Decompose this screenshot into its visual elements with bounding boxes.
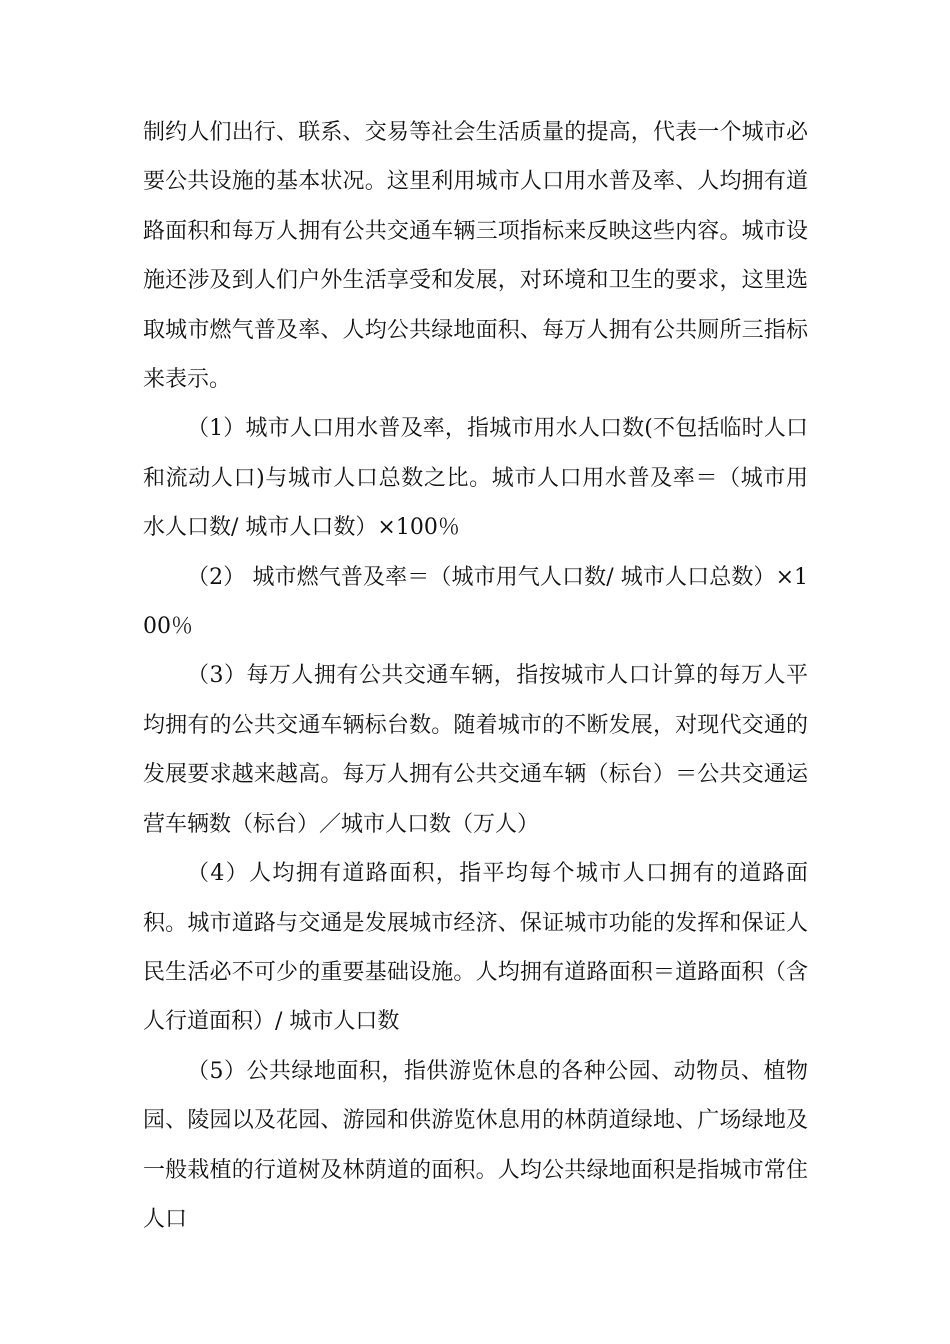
paragraph-item-4: （4）人均拥有道路面积，指平均每个城市人口拥有的道路面积。城市道路与交通是发展城市经济、保证城市功能的发挥和保证人民生活必不可少的重要基础设施。人均拥有道路面积＝道路面积（含人行道面积）/ 城市人口数 — [143, 861, 808, 1035]
paragraph-item-1: （1）城市人口用水普及率，指城市用水人口数(不包括临时人口和流动人口)与城市人口总数之比。城市人口用水普及率＝（城市用水人口数/ 城市人口数）×100％ — [143, 416, 808, 541]
paragraph-intro: 制约人们出行、联系、交易等社会生活质量的提高，代表一个城市必要公共设施的基本状况。这里利用城市人口用水普及率、人均拥有道路面积和每万人拥有公共交通车辆三项指标来反映这些内容。城市设施还涉及到人们户外生活享受和发展，对环境和卫生的要求，这里选取城市燃气普及率、人均公共绿地面积、每万人拥有公共厕所三指标来表示。 — [143, 120, 808, 393]
body-text — [143, 108, 808, 1244]
paragraph-item-5: （5）公共绿地面积，指供游览休息的各种公园、动物员、植物园、陵园以及花园、游园和供游览休息用的林荫道绿地、广场绿地及一般栽植的行道树及林荫道的面积。人均公共绿地面积是指城市常住人口 — [143, 1058, 808, 1232]
paragraph-item-3: （3）每万人拥有公共交通车辆，指按城市人口计算的每万人平均拥有的公共交通车辆标台数。随着城市的不断发展，对现代交通的发展要求越来越高。每万人拥有公共交通车辆（标台）＝公共交通运营车辆数（标台）／城市人口数（万人） — [143, 663, 808, 837]
paragraph-item-2: （2） 城市燃气普及率＝（城市用气人口数/ 城市人口总数）×100％ — [143, 564, 808, 640]
